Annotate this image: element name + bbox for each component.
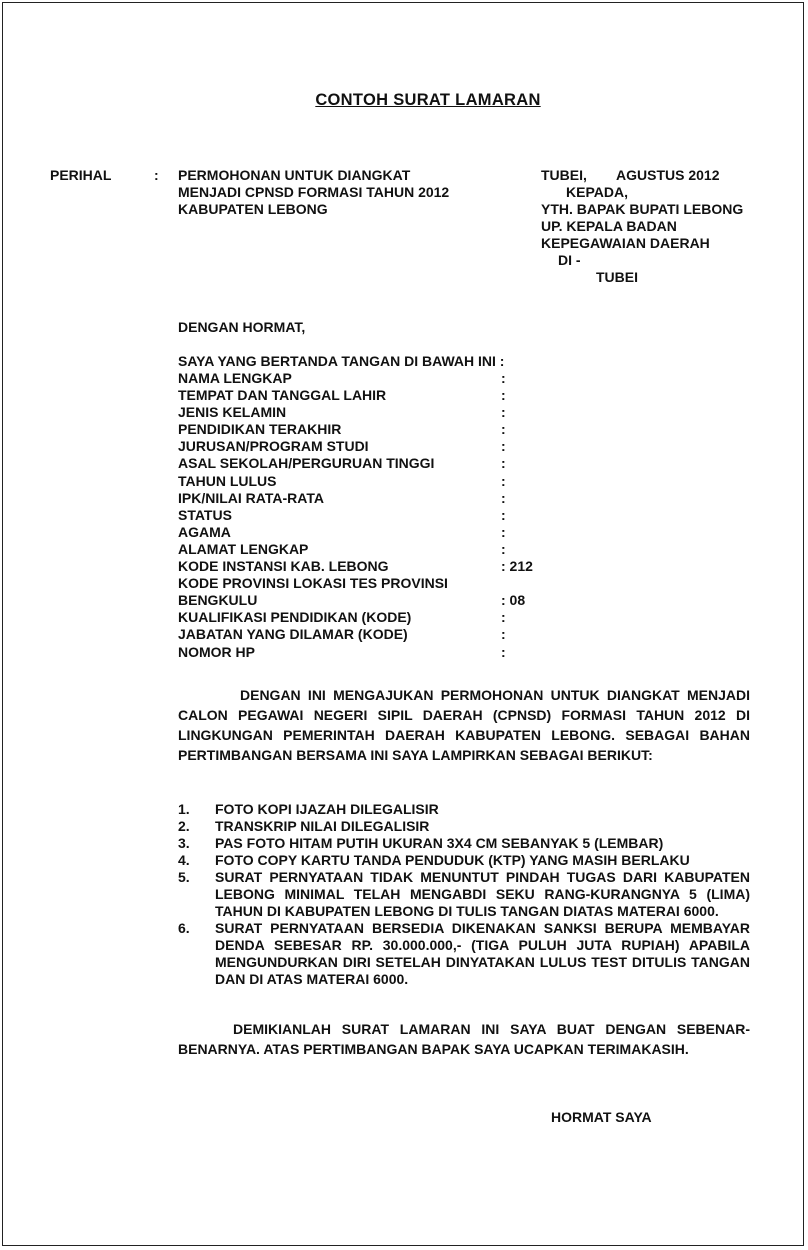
field-row <box>178 507 558 524</box>
field-label: PENDIDIKAN TERAKHIR <box>178 421 342 438</box>
closing-paragraph: DEMIKIANLAH SURAT LAMARAN INI SAYA BUAT DENGAN SEBENAR-BENARNYA. ATAS PERTIMBANGAN BAPAK SAYA UCAPKAN TERIMAKASIH. <box>178 1021 750 1057</box>
list-text: SURAT PERNYATAAN TIDAK MENUNTUT PINDAH TUGAS DARI KABUPATEN LEBONG MINIMAL TELAH MENGABDI SEKU RANG-KURANGNYA 5 (LIMA) TAHUN DI KABUPATEN LEBONG DI TULIS TANGAN DIATAS MATERAI 6000. <box>215 869 750 919</box>
list-text: TRANSKRIP NILAI DILEGALISIR <box>215 818 430 834</box>
recipient-line: KEPEGAWAIAN DAERAH <box>541 235 710 251</box>
field-label: NOMOR HP <box>178 643 255 660</box>
list-item <box>178 801 750 818</box>
field-value: : <box>501 643 506 660</box>
list-item <box>178 920 750 988</box>
signoff: HORMAT SAYA <box>551 1109 652 1125</box>
list-number: 5. <box>178 869 190 885</box>
list-number: 2. <box>178 818 190 834</box>
list-item <box>178 852 750 869</box>
perihal-line: MENJADI CPNSD FORMASI TAHUN 2012 <box>178 184 450 200</box>
field-row <box>178 455 558 472</box>
perihal-colon: : <box>154 167 159 183</box>
field-label: ASAL SEKOLAH/PERGURUAN TINGGI <box>178 455 435 472</box>
field-row <box>178 370 558 387</box>
field-value: : <box>501 438 506 455</box>
field-label: TAHUN LULUS <box>178 472 277 489</box>
field-value: : <box>501 540 506 557</box>
field-row <box>178 644 558 661</box>
field-value: : <box>501 523 506 540</box>
field-value: : <box>501 370 506 386</box>
attachment-list <box>178 801 750 988</box>
field-row <box>178 421 558 438</box>
field-row <box>178 490 558 507</box>
list-item <box>178 818 750 835</box>
field-value: : 212 <box>501 558 533 575</box>
list-text: SURAT PERNYATAAN BERSEDIA DIKENAKAN SANKSI BERUPA MEMBAYAR DENDA SEBESAR RP. 30.000.000,- (TIGA PULUH JUTA RUPIAH) APABILA MENGUNDURKAN DIRI SETELAH DINYATAKAN LULUS TEST DITULIS TANGAN DAN DI ATAS MATERAI 6000. <box>215 920 750 987</box>
field-label: BENGKULU <box>178 592 258 609</box>
perihal-line: KABUPATEN LEBONG <box>178 201 328 217</box>
recipient-line: UP. KEPALA BADAN <box>541 218 677 234</box>
field-value: : <box>501 455 506 472</box>
field-row <box>178 524 558 541</box>
recipient-city: TUBEI <box>596 269 638 285</box>
list-text: FOTO COPY KARTU TANDA PENDUDUK (KTP) YANG MASIH BERLAKU <box>215 852 690 868</box>
list-number: 6. <box>178 920 190 936</box>
field-label: STATUS <box>178 506 232 523</box>
perihal-label: PERIHAL <box>50 167 112 183</box>
date-place: TUBEI, <box>541 167 587 183</box>
recipient-di: DI - <box>558 252 581 268</box>
perihal-line: PERMOHONAN UNTUK DIANGKAT <box>178 167 411 183</box>
field-label: JENIS KELAMIN <box>178 404 287 421</box>
list-item <box>178 869 750 920</box>
field-label: JABATAN YANG DILAMAR (KODE) <box>178 626 408 643</box>
applicant-fields <box>178 370 558 661</box>
field-value: : <box>501 609 506 626</box>
list-item <box>178 835 750 852</box>
field-label: IPK/NILAI RATA-RATA <box>178 489 324 506</box>
list-number: 4. <box>178 852 190 868</box>
field-row <box>178 473 558 490</box>
field-value: : <box>501 387 506 404</box>
field-value: : <box>501 626 506 643</box>
list-text: PAS FOTO HITAM PUTIH UKURAN 3X4 CM SEBANYAK 5 (LEMBAR) <box>215 835 664 851</box>
field-row <box>178 626 558 643</box>
field-row <box>178 541 558 558</box>
body-paragraph: DENGAN INI MENGAJUKAN PERMOHONAN UNTUK DIANGKAT MENJADI CALON PEGAWAI NEGERI SIPIL DAERAH (CPNSD) FORMASI TAHUN 2012 DI LINGKUNGAN PEMERINTAH DAERAH KABUPATEN LEBONG. SEBAGAI BAHAN PERTIMBANGAN BERSAMA INI SAYA LAMPIRKAN SEBAGAI BERIKUT: <box>178 687 750 763</box>
letter-page <box>2 2 804 1246</box>
date-month-year: AGUSTUS 2012 <box>616 167 720 183</box>
recipient-kepada: KEPADA, <box>566 184 628 200</box>
list-number: 3. <box>178 835 190 851</box>
field-value: : 08 <box>501 592 526 609</box>
greeting: DENGAN HORMAT, <box>178 319 306 335</box>
field-row <box>178 592 558 609</box>
list-text: FOTO KOPI IJAZAH DILEGALISIR <box>215 801 439 817</box>
field-label: TEMPAT DAN TANGGAL LAHIR <box>178 387 387 404</box>
field-row <box>178 438 558 455</box>
field-value: : <box>501 472 506 489</box>
field-row <box>178 404 558 421</box>
field-label: AGAMA <box>178 523 231 540</box>
field-value: : <box>501 421 506 438</box>
recipient-line: YTH. BAPAK BUPATI LEBONG <box>541 201 744 217</box>
field-row <box>178 609 558 626</box>
field-value: : <box>501 404 506 421</box>
field-row <box>178 575 558 592</box>
field-row <box>178 558 558 575</box>
field-label: ALAMAT LENGKAP <box>178 540 309 557</box>
field-value: : <box>501 506 506 523</box>
field-label: KUALIFIKASI PENDIDIKAN (KODE) <box>178 609 412 626</box>
field-label: KODE INSTANSI KAB. LEBONG <box>178 558 389 575</box>
page-title: CONTOH SURAT LAMARAN <box>315 91 541 109</box>
field-label: NAMA LENGKAP <box>178 370 292 386</box>
intro-line: SAYA YANG BERTANDA TANGAN DI BAWAH INI : <box>178 353 505 369</box>
field-value: : <box>501 489 506 506</box>
list-number: 1. <box>178 801 190 817</box>
field-row <box>178 387 558 404</box>
field-label: KODE PROVINSI LOKASI TES PROVINSI <box>178 575 448 592</box>
field-label: JURUSAN/PROGRAM STUDI <box>178 438 369 455</box>
